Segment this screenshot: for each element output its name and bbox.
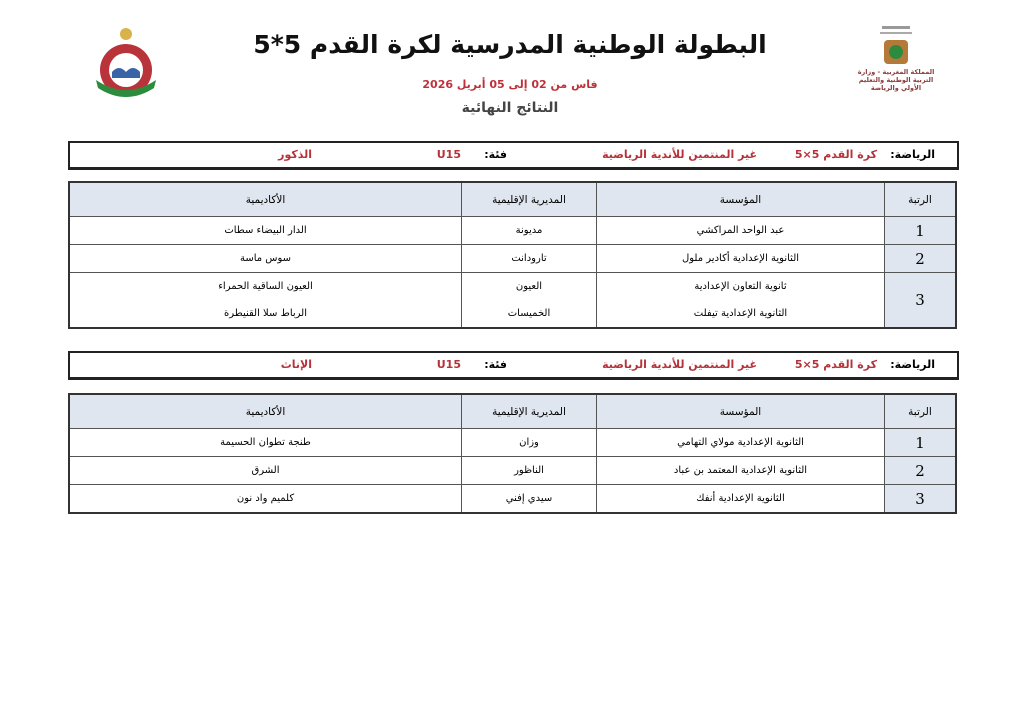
gender-value: الذكور <box>278 148 312 161</box>
category-value: U15 <box>436 148 461 161</box>
col-school: المؤسسة <box>597 182 885 217</box>
section-info-bar-boys <box>68 141 959 170</box>
type-value: غير المنتمين للأندية الرياضية <box>602 358 757 371</box>
table-row: 2 الثانوية الإعدادية أكادير ملول تارودانت سوس ماسة <box>69 245 956 273</box>
category-label: فئة: <box>484 148 507 161</box>
col-school: المؤسسة <box>597 394 885 429</box>
col-rank: الرتبة <box>885 394 957 429</box>
type-value: غير المنتمين للأندية الرياضية <box>602 148 757 161</box>
results-table-boys <box>68 181 957 329</box>
category-label: فئة: <box>484 358 507 371</box>
col-directorate: المديرية الإقليمية <box>462 182 597 217</box>
ministry-logo <box>858 24 934 68</box>
col-academy: الأكاديمية <box>69 182 462 217</box>
category-value: U15 <box>436 358 461 371</box>
section-info-bar-girls <box>68 351 959 380</box>
results-table-girls <box>68 393 957 514</box>
table-row: 3 ثانوية التعاون الإعدادية الثانوية الإعدادية تيفلت العيون الخميسات العيون الساقية الحمراء الرباط سلا القنيطرة <box>69 273 956 329</box>
table-row: 1 الثانوية الإعدادية مولاي التهامي وزان طنجة تطوان الحسيمة <box>69 429 956 457</box>
event-date: فاس من 02 إلى 05 أبريل 2026 <box>422 78 598 91</box>
gender-value: الإناث <box>280 358 312 371</box>
col-directorate: المديرية الإقليمية <box>462 394 597 429</box>
ministry-logo-text: المملكة المغربية - وزارة التربية الوطنية والتعليم الأولي والرياضة <box>857 68 935 92</box>
page-subtitle: النتائج النهائية <box>461 100 559 116</box>
sport-label: الرياضة: <box>890 148 935 161</box>
page-title: البطولة الوطنية المدرسية لكرة القدم 5*5 <box>253 30 767 59</box>
sport-value: كرة القدم 5×5 <box>794 358 877 371</box>
sport-label: الرياضة: <box>890 358 935 371</box>
sport-value: كرة القدم 5×5 <box>794 148 877 161</box>
table-row: 3 الثانوية الإعدادية أنفك سيدي إفني كلميم واد نون <box>69 485 956 514</box>
col-rank: الرتبة <box>885 182 957 217</box>
federation-emblem-logo <box>92 24 160 104</box>
table-row: 2 الثانوية الإعدادية المعتمد بن عباد الناظور الشرق <box>69 457 956 485</box>
table-row: 1 عبد الواحد المراكشي مديونة الدار البيضاء سطات <box>69 217 956 245</box>
col-academy: الأكاديمية <box>69 394 462 429</box>
